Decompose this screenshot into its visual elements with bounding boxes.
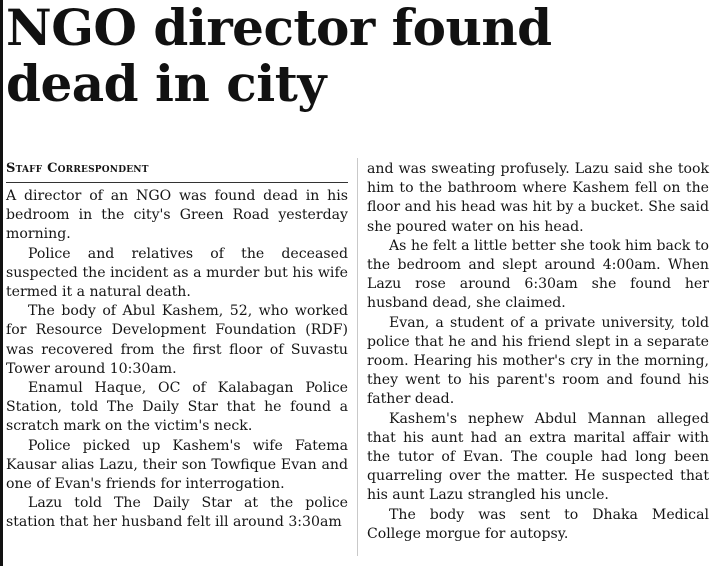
paragraph: As he felt a little better she took him back to the bedroom and slept around 4:00am. When Lazu rose around 6:30am she found her husband dead, she claimed.: [367, 237, 709, 312]
article-column-left: [6, 158, 348, 533]
paragraph: Police and relatives of the deceased suspected the incident as a murder but his wife termed it a natural death.: [6, 245, 348, 301]
left-margin-rule: [0, 0, 3, 566]
paragraph: and was sweating profusely. Lazu said she took him to the bathroom where Kashem fell on the floor and his head was hit by a bucket. She said she poured water on his head.: [367, 161, 709, 235]
paragraph: Kashem's nephew Abdul Mannan alleged that his aunt had an extra marital affair with the tutor of Evan. The couple had long been quarreling over the matter. He suspected that his aunt Lazu strangled his uncle.: [367, 410, 709, 504]
byline: Staff Correspondent: [6, 159, 348, 183]
paragraph: A director of an NGO was found dead in his bedroom in the city's Green Road yesterday morning.: [6, 188, 348, 243]
paragraph: The body was sent to Dhaka Medical College morgue for autopsy.: [367, 506, 709, 542]
paragraph: Evan, a student of a private university, told police that he and his friend slept in a separate room. Hearing his mother's cry in the morning, they went to his parent's room and found his father dead.: [367, 314, 709, 408]
paragraph: The body of Abul Kashem, 52, who worked for Resource Development Foundation (RDF) was recovered from the first floor of Suvastu Tower around 10:30am.: [6, 303, 348, 377]
paragraph: Lazu told The Daily Star at the police station that her husband felt ill around 3:30am: [6, 495, 348, 531]
article-column-right: [367, 160, 709, 544]
paragraph: Police picked up Kashem's wife Fatema Kausar alias Lazu, their son Towfique Evan and one of Evan's friends for interrogation.: [6, 437, 348, 493]
paragraph: Enamul Haque, OC of Kalabagan Police Station, told The Daily Star that he found a scratch mark on the victim's neck.: [6, 380, 348, 435]
headline-line-2: dead in city: [6, 54, 326, 113]
headline: [6, 0, 706, 112]
headline-line-1: NGO director found: [6, 0, 552, 57]
column-divider: [357, 158, 358, 556]
